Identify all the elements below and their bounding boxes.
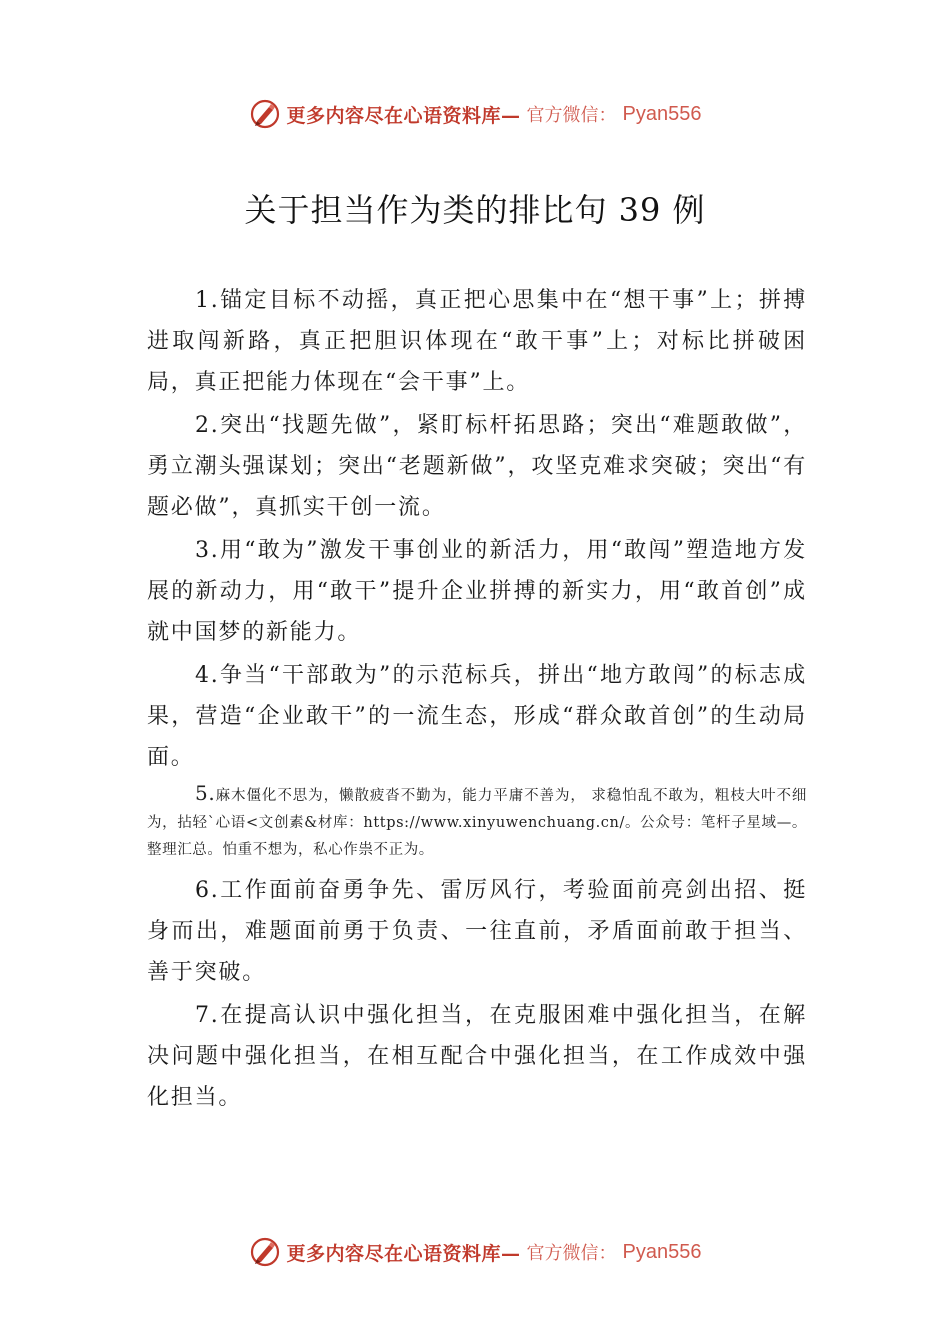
pen-logo-icon — [249, 1236, 281, 1268]
footer-wechat-id: Pyan556 — [622, 1240, 702, 1263]
paragraph-1: 1.锚定目标不动摇，真正把心思集中在“想干事”上；拼搏进取闯新路，真正把胆识体现在“敢干事”上；对标比拼破困局，真正把能力体现在“会干事”上。 — [147, 288, 807, 395]
paragraph-7: 7.在提高认识中强化担当，在克服困难中强化担当，在解决问题中强化担当，在相互配合中强化担当，在工作成效中强化担当。 — [147, 1003, 807, 1110]
wechat-label: 官方微信： — [526, 105, 617, 126]
footer-banner — [0, 1232, 950, 1272]
paragraph-3: 3.用“敢为”激发干事创业的新活力，用“敢闯”塑造地方发展的新动力，用“敢干”提升企业拼搏的新实力，用“敢首创”成就中国梦的新能力。 — [147, 538, 807, 645]
banner-text: 更多内容尽在心语资料库— — [286, 104, 521, 127]
paragraph-2: 2.突出“找题先做”，紧盯标杆拓思路；突出“难题敢做”，勇立潮头强谋划；突出“老题新做”，攻坚克难求突破；突出“有题必做”，真抓实干创一流。 — [147, 413, 807, 520]
document-body — [147, 280, 807, 1120]
paragraph-5 — [147, 780, 807, 864]
pen-logo-icon — [249, 98, 281, 130]
header-banner — [0, 94, 950, 134]
paragraph-5-number: 5. — [195, 781, 216, 805]
paragraph-5-text: 麻木僵化不思为，懒散疲沓不勤为，能力平庸不善为， 求稳怕乱不敢为，粗枝大叶不细为，拈轻`心语<文创素&材库：https://www.xinyuwenchuang.cn/。公众号：笔杆子星域—。整理汇总。怕重不想为，私心作祟不正为。 — [147, 788, 807, 858]
document-title: 关于担当作为类的排比句 39 例 — [244, 191, 706, 229]
wechat-id: Pyan556 — [622, 102, 702, 125]
paragraph-6: 6.工作面前奋勇争先、雷厉风行，考验面前亮剑出招、挺身而出，难题面前勇于负责、一往直前，矛盾面前敢于担当、善于突破。 — [147, 878, 807, 985]
footer-wechat-label: 官方微信： — [526, 1243, 617, 1264]
paragraph-4: 4.争当“干部敢为”的示范标兵，拼出“地方敢闯”的标志成果，营造“企业敢干”的一流生态，形成“群众敢首创”的生动局面。 — [147, 663, 807, 770]
footer-banner-text: 更多内容尽在心语资料库— — [286, 1242, 521, 1265]
